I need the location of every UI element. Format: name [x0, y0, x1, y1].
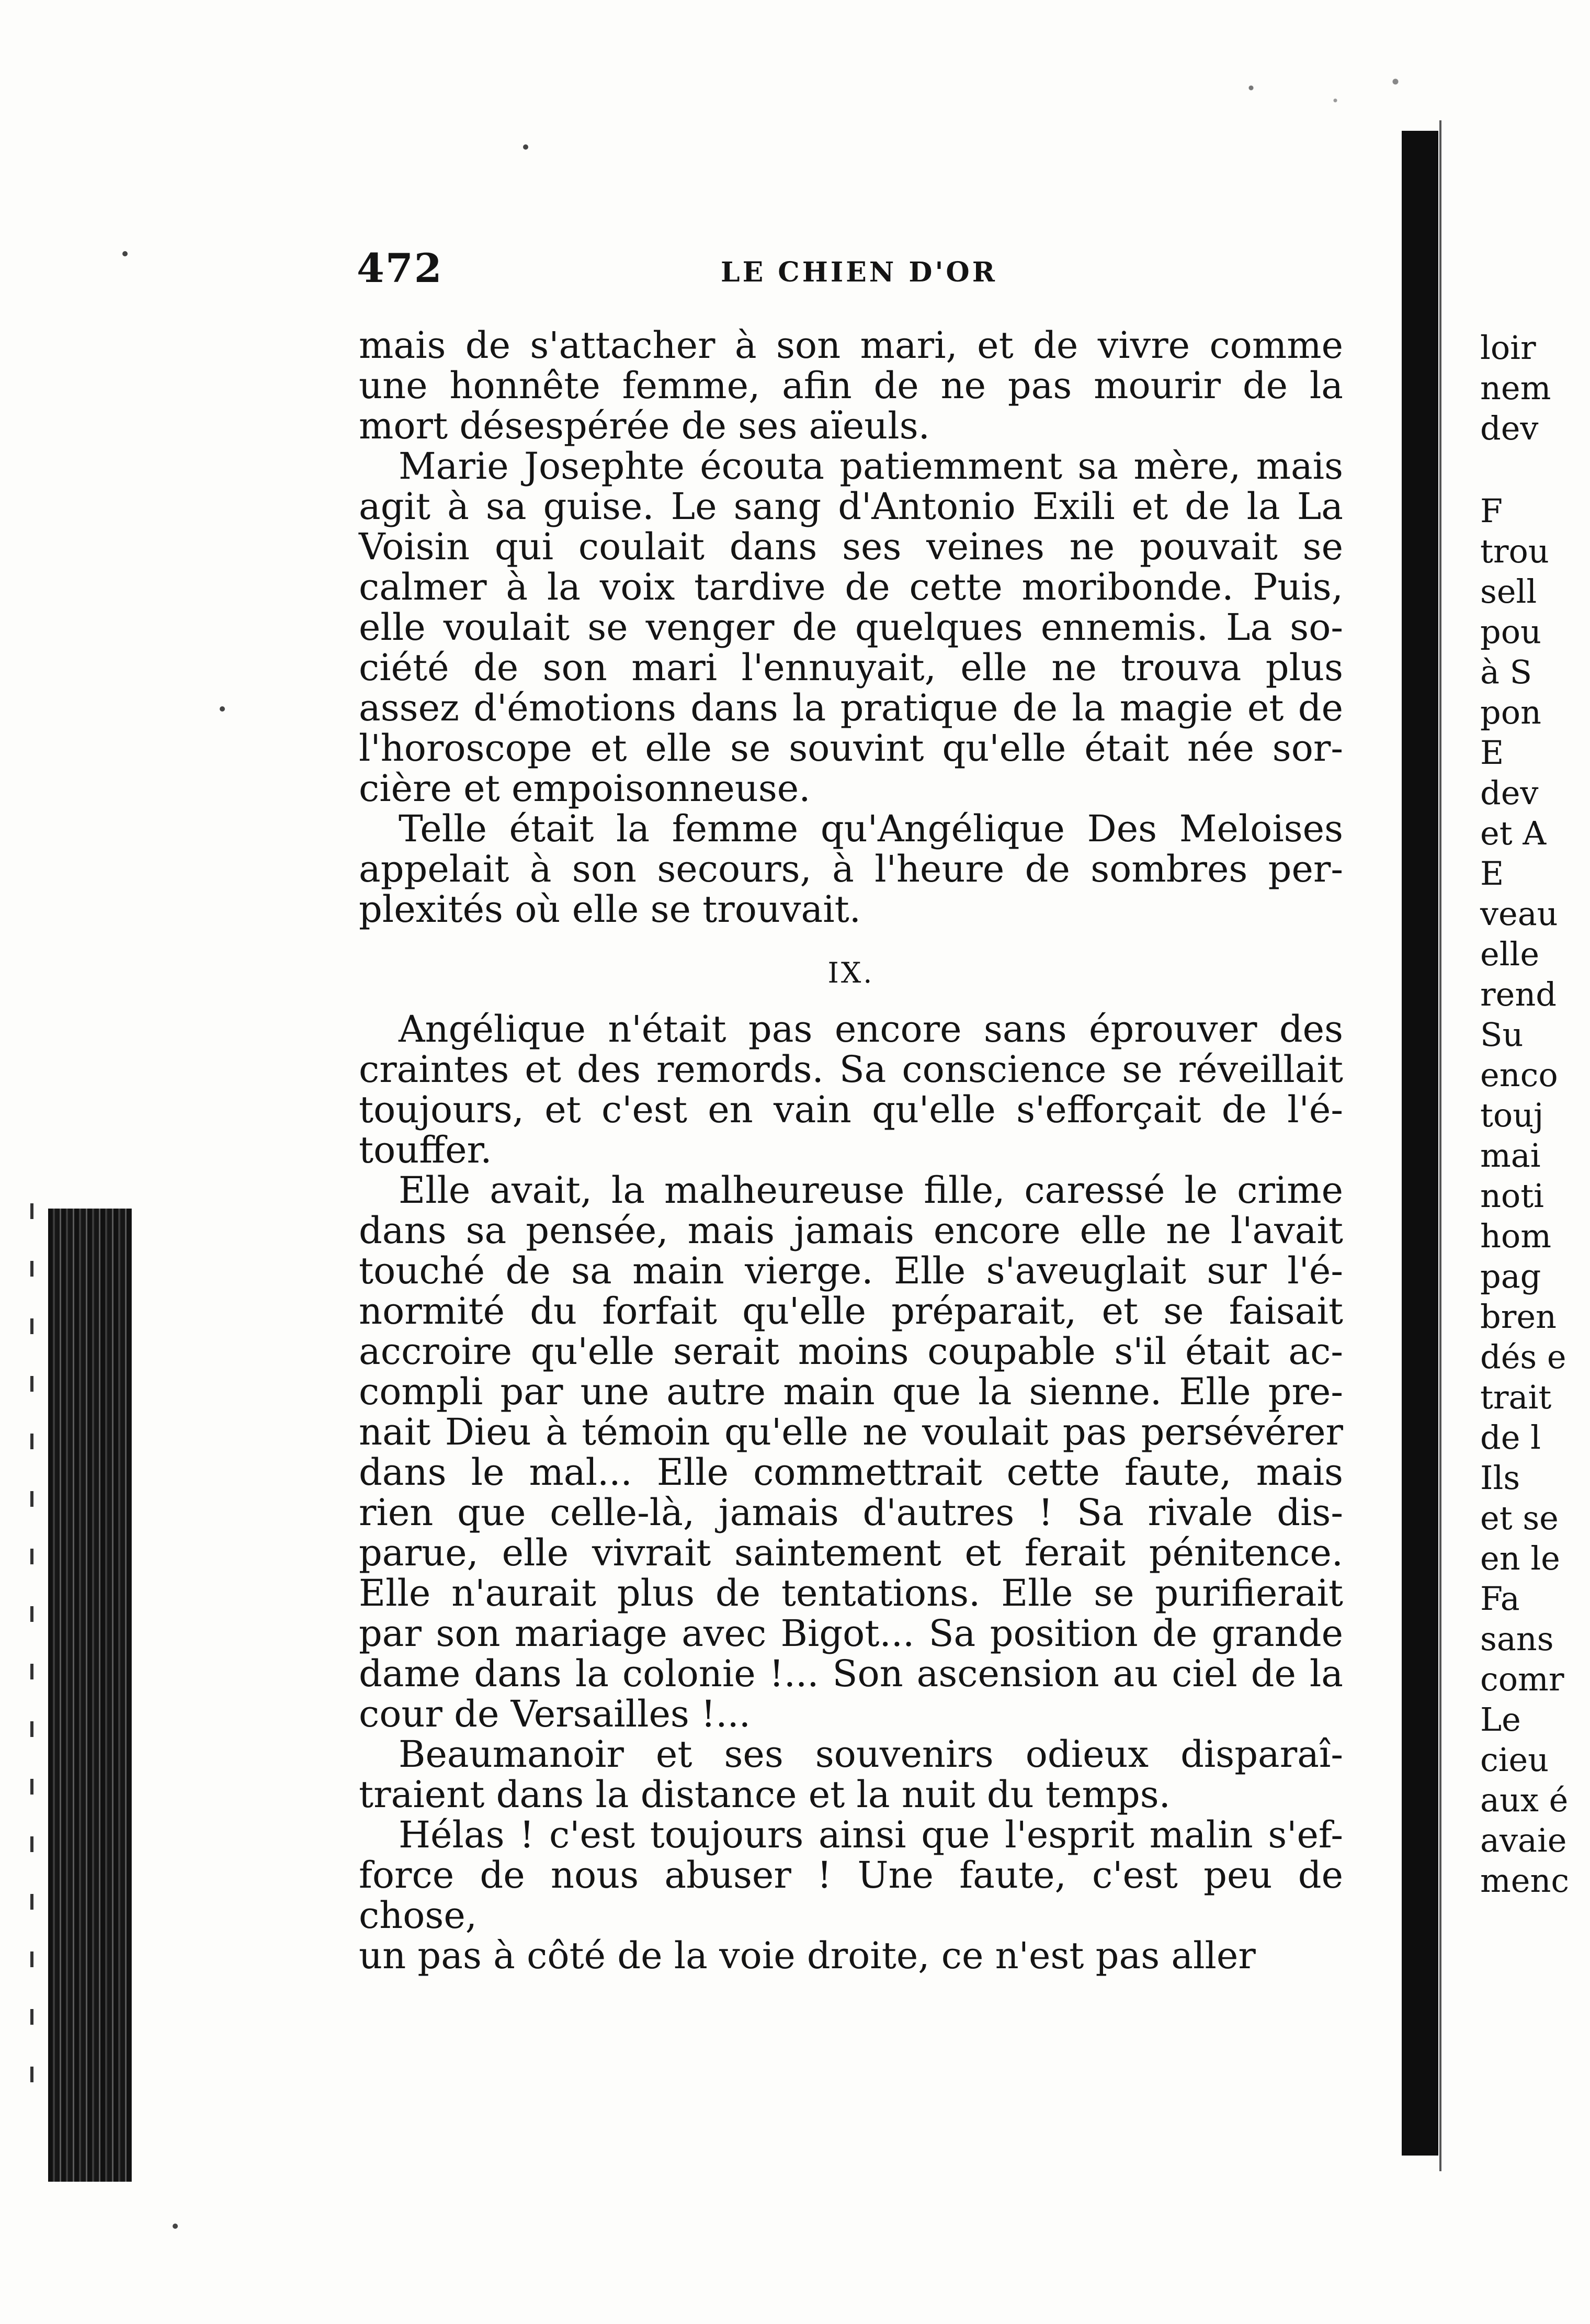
text-line: appelait à son secours, à l'heure de sombres per-: [359, 848, 1343, 890]
text-line: craintes et des remords. Sa conscience se réveillait: [359, 1048, 1343, 1091]
text-line: cière et empoisonneuse.: [359, 767, 811, 810]
text-line: Angélique n'était pas encore sans éprouver des: [399, 1008, 1343, 1051]
fragment-line: E: [1480, 854, 1504, 893]
fragment-line: sell: [1480, 572, 1537, 611]
scan-edge-artifact: [48, 1209, 132, 2182]
fragment-line: aux é: [1480, 1781, 1569, 1819]
fragment-line: et A: [1480, 814, 1547, 852]
fragment-line: Su: [1480, 1016, 1524, 1054]
scan-speck: [173, 2224, 178, 2229]
fragment-line: cieu: [1480, 1741, 1549, 1779]
text-line: force de nous abuser ! Une faute, c'est peu de chose,: [359, 1854, 1343, 1937]
fragment-line: Le: [1480, 1700, 1521, 1739]
text-line: dans sa pensée, mais jamais encore elle ne l'avait: [359, 1209, 1343, 1252]
fragment-line: loir: [1480, 329, 1536, 367]
fragment-line: menc: [1480, 1862, 1570, 1900]
scan-speck: [220, 706, 225, 712]
fragment-line: avaie: [1480, 1821, 1567, 1859]
fragment-line: elle: [1480, 935, 1540, 973]
fragment-line: sans: [1480, 1620, 1554, 1658]
text-line: rien que celle-là, jamais d'autres ! Sa rivale dis-: [359, 1491, 1343, 1534]
text-line: calmer à la voix tardive de cette moribonde. Puis,: [359, 566, 1343, 608]
fragment-line: rend: [1480, 975, 1557, 1013]
main-text: [359, 325, 1343, 1976]
text-line: accroire qu'elle serait moins coupable s'il était ac-: [359, 1330, 1343, 1373]
fragment-line: Fa: [1480, 1580, 1520, 1618]
fragment-line: trait: [1480, 1378, 1552, 1416]
text-line: Telle était la femme qu'Angélique Des Meloises: [399, 807, 1343, 850]
fragment-line: pon: [1480, 693, 1541, 731]
text-line: nait Dieu à témoin qu'elle ne voulait pas persévérer: [359, 1411, 1343, 1453]
text-line: toujours, et c'est en vain qu'elle s'efforçait de l'é-: [359, 1088, 1343, 1131]
page-gutter-shadow: [1402, 131, 1438, 2156]
text-line: Beaumanoir et ses souvenirs odieux disparaî-: [399, 1733, 1343, 1776]
fragment-line: hom: [1480, 1217, 1552, 1255]
fragment-line: en le: [1480, 1539, 1560, 1577]
scan-edge-marks: [30, 1203, 33, 2124]
fragment-line: enco: [1480, 1056, 1558, 1094]
fragment-line: touj: [1480, 1096, 1544, 1134]
scan-speck: [122, 251, 128, 256]
text-after-section: [359, 1009, 1343, 1976]
fragment-line: pag: [1480, 1257, 1541, 1295]
fragment-line: à S: [1480, 653, 1532, 691]
text-line: un pas à côté de la voie droite, ce n'est pas aller: [359, 1934, 1256, 1977]
fragment-line: veau: [1480, 895, 1558, 933]
text-line: une honnête femme, afin de ne pas mourir de la: [359, 364, 1343, 407]
text-line: Voisin qui coulait dans ses veines ne pouvait se: [359, 525, 1343, 568]
scan-noise: [1203, 63, 1444, 126]
text-line: ciété de son mari l'ennuyait, elle ne trouva plus: [359, 646, 1343, 689]
text-line: mais de s'attacher à son mari, et de vivre comme: [359, 324, 1343, 367]
fragment-line: E: [1480, 734, 1504, 772]
text-before-section: [359, 325, 1343, 930]
text-line: Elle avait, la malheureuse fille, caressé le crime: [399, 1169, 1343, 1212]
text-line: dans le mal... Elle commettrait cette faute, mais: [359, 1451, 1343, 1494]
fragment-line: de l: [1480, 1418, 1541, 1457]
text-line: touffer.: [359, 1129, 492, 1171]
text-line: agit à sa guise. Le sang d'Antonio Exili et de la La: [359, 485, 1343, 528]
text-line: parue, elle vivrait saintement et ferait pénitence.: [359, 1531, 1343, 1574]
running-title: LE CHIEN D'OR: [721, 256, 997, 288]
scan-speck: [523, 144, 528, 150]
text-line: l'horoscope et elle se souvint qu'elle était née sor-: [359, 727, 1343, 770]
text-line: dame dans la colonie !... Son ascension au ciel de la: [359, 1652, 1343, 1695]
text-line: Hélas ! c'est toujours ainsi que l'esprit malin s'ef-: [399, 1813, 1343, 1856]
fragment-line: noti: [1480, 1177, 1544, 1215]
fragment-line: pou: [1480, 613, 1541, 651]
text-line: Marie Josephte écouta patiemment sa mère, mais: [399, 445, 1343, 488]
fragment-line: dev: [1480, 409, 1539, 447]
fragment-line: Ils: [1480, 1459, 1520, 1497]
text-line: touché de sa main vierge. Elle s'aveuglait sur l'é-: [359, 1249, 1343, 1292]
fragment-line: F: [1480, 492, 1503, 530]
text-line: normité du forfait qu'elle préparait, et se faisait: [359, 1290, 1343, 1333]
text-line: cour de Versailles !...: [359, 1693, 751, 1735]
fragment-line: dés e: [1480, 1338, 1566, 1376]
text-line: plexités où elle se trouvait.: [359, 888, 861, 931]
fragment-line: trou: [1480, 532, 1549, 570]
fragment-line: bren: [1480, 1298, 1557, 1336]
fragment-line: comr: [1480, 1660, 1564, 1698]
section-numeral: IX.: [827, 956, 874, 989]
text-line: compli par une autre main que la sienne. Elle pre-: [359, 1370, 1343, 1413]
text-line: Elle n'aurait plus de tentations. Elle se purifierait: [359, 1572, 1343, 1615]
fragment-line: mai: [1480, 1136, 1541, 1175]
fragment-line: nem: [1480, 369, 1551, 407]
fragment-line: dev: [1480, 774, 1539, 812]
fragment-line: et se: [1480, 1499, 1559, 1537]
text-line: traient dans la distance et la nuit du temps.: [359, 1773, 1171, 1816]
text-line: elle voulait se venger de quelques ennemis. La so-: [359, 606, 1343, 649]
page-number: 472: [357, 245, 443, 291]
page-gutter-edge: [1439, 120, 1441, 2171]
text-line: par son mariage avec Bigot... Sa position de grande: [359, 1612, 1343, 1655]
text-line: assez d'émotions dans la pratique de la magie et de: [359, 686, 1343, 729]
text-line: mort désespérée de ses aïeuls.: [359, 404, 930, 447]
